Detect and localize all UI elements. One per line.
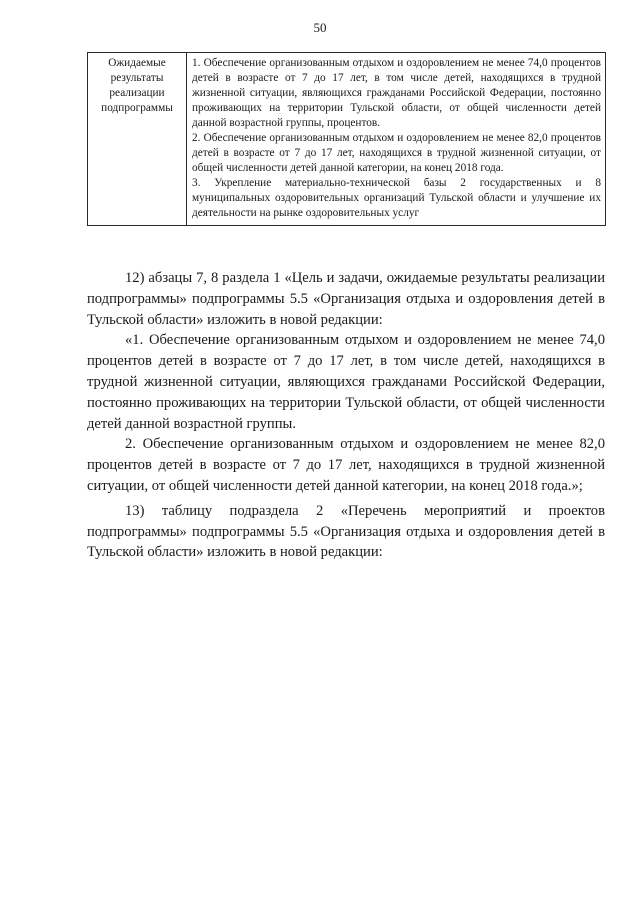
table-item-2: 2. Обеспечение организованным отдыхом и оздоровлением не менее 82,0 процентов детей в возрасте от 7 до 17 лет, находящихся в трудной жизненной ситуации, от общей численности детей данной категории, на конец 2018 года. <box>192 132 601 174</box>
table-label-cell: Ожидаемые результаты реализации подпрограммы <box>88 53 187 226</box>
table-row <box>88 53 606 226</box>
paragraph-item-1: «1. Обеспечение организованным отдыхом и оздоровлением не менее 74,0 процентов детей в возрасте от 7 до 17 лет, в том числе детей, находящихся в трудной жизненной ситуации, являющихся гражданами Российской Федерации, постоянно проживающих на территории Тульской области, от общей численности детей данной возрастной группы. <box>87 332 605 432</box>
page-number: 50 <box>313 20 327 35</box>
paragraph-item-2: 2. Обеспечение организованным отдыхом и оздоровлением не менее 82,0 процентов детей в возрасте от 7 до 17 лет, находящихся в трудной жизненной ситуации, от общей численности детей данной категории, на конец 2018 года.»; <box>87 436 605 494</box>
paragraph-12: 12) абзацы 7, 8 раздела 1 «Цель и задачи, ожидаемые результаты реализации подпрограммы» подпрограммы 5.5 «Организация отдыха и оздоровления детей в Тульской области» изложить в новой редакции: <box>87 270 605 328</box>
table-content-cell <box>187 53 606 226</box>
expected-results-table <box>87 52 606 226</box>
paragraph-13: 13) таблицу подраздела 2 «Перечень мероприятий и проектов подпрограммы» подпрограммы 5.5 «Организация отдыха и оздоровления детей в Тульской области» изложить в новой редакции: <box>87 502 605 561</box>
document-body <box>87 268 605 563</box>
table-item-1: 1. Обеспечение организованным отдыхом и оздоровлением не менее 74,0 процентов детей в возрасте от 7 до 17 лет, в том числе детей, находящихся в трудной жизненной ситуации, являющихся гражданами Российской Федерации, постоянно проживающих на территории Тульской области, от общей численности детей данной возрастной группы, процентов. <box>192 57 601 129</box>
table-item-3: 3. Укрепление материально-технической базы 2 государственных и 8 муниципальных оздоровительных организаций Тульской области и улучшение их деятельности на рынке оздоровительных услуг <box>192 177 601 219</box>
